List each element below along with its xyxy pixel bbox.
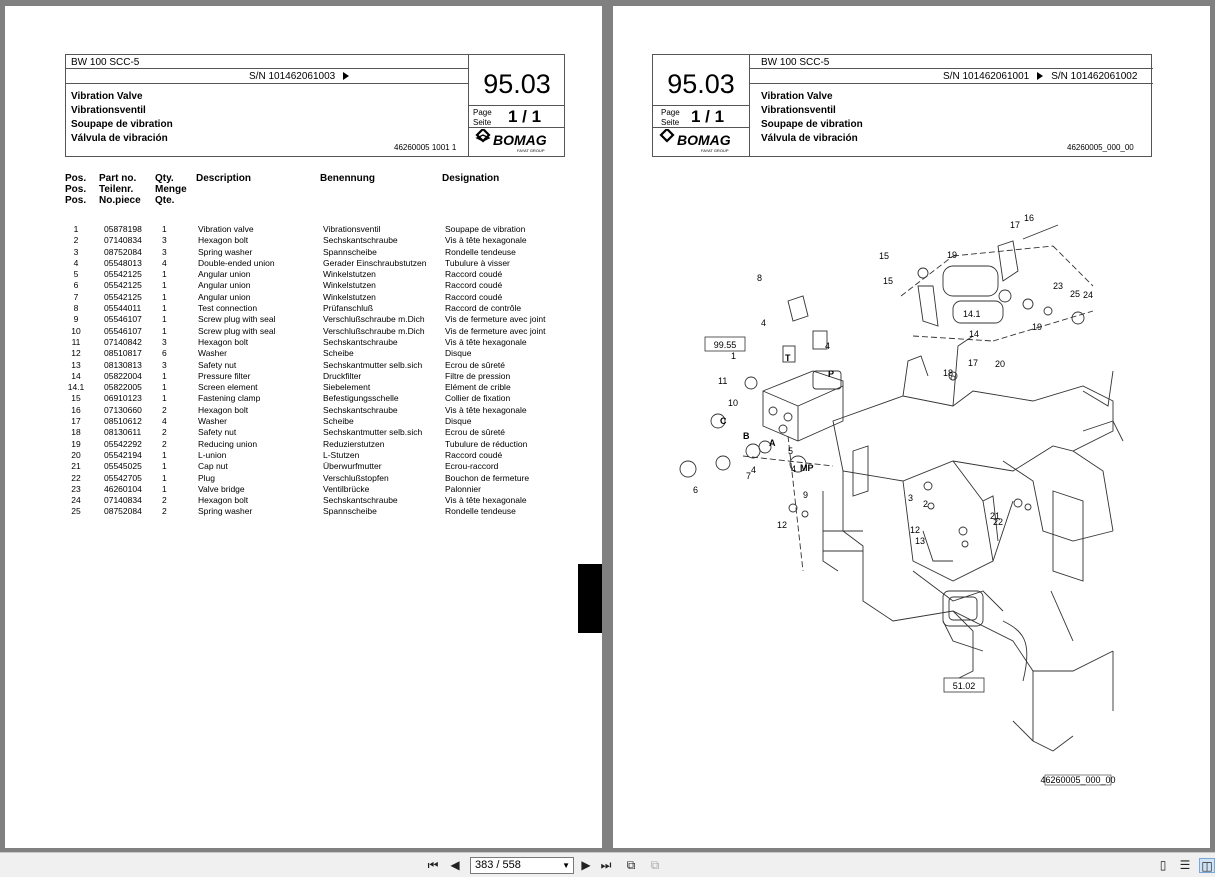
- description-cell: Safety nut: [198, 359, 237, 370]
- benennung-cell: Sechskantschraube: [323, 336, 398, 347]
- description-cell: Cap nut: [198, 461, 228, 472]
- page-label: Page Seite: [473, 108, 492, 127]
- partno-cell: 05545025: [104, 461, 142, 472]
- doc-number: 46260005 1001 1: [394, 143, 457, 152]
- table-row: [65, 326, 565, 337]
- table-row: [65, 235, 565, 246]
- table-row: [65, 484, 565, 495]
- next-page-icon[interactable]: ▶: [581, 858, 591, 872]
- partno-cell: 05822004: [104, 370, 142, 381]
- pos-cell: 22: [71, 472, 81, 483]
- callout-label: 18: [943, 368, 954, 378]
- pos-cell: 7: [73, 291, 79, 302]
- designation-cell: Ecrou-raccord: [445, 461, 499, 472]
- pos-cell: 4: [73, 257, 79, 268]
- qty-cell: 1: [162, 461, 167, 472]
- callout-labels: [693, 213, 1093, 546]
- benennung-cell: Sechskantschraube: [323, 235, 398, 246]
- pos-cell: 2: [73, 235, 79, 246]
- partno-cell: 05548013: [104, 257, 142, 268]
- callout-label: 22: [993, 517, 1004, 527]
- qty-cell: 3: [162, 246, 167, 257]
- callout-label: 19: [947, 250, 958, 260]
- page-value: 1 / 1: [508, 107, 542, 126]
- table-row: [65, 337, 565, 348]
- side-tab-marker: [578, 564, 602, 633]
- description-cell: Safety nut: [198, 427, 237, 438]
- description-cell: Hexagon bolt: [198, 404, 249, 415]
- description-cell: Reducing union: [198, 438, 258, 449]
- left-title-block: [65, 54, 565, 157]
- partno-cell: 07140842: [104, 336, 142, 347]
- qty-cell: 3: [162, 336, 167, 347]
- description-cell: Pressure filter: [198, 370, 251, 381]
- callout-label: 7: [746, 471, 752, 481]
- callout-label: 11: [718, 376, 728, 386]
- doc-number: 46260005_000_00: [1067, 143, 1134, 152]
- ref-box-1: 99.55: [713, 340, 737, 350]
- pos-cell: 8: [73, 303, 79, 314]
- designation-cell: Rondelle tendeuse: [445, 246, 516, 257]
- callout-label: 10: [728, 398, 739, 408]
- callout-label: 17: [1010, 220, 1021, 230]
- benennung-cell: Verschlußschraube m.Dich: [323, 314, 425, 325]
- qty-cell: 1: [162, 280, 167, 291]
- table-row: [65, 382, 565, 393]
- benennung-cell: Winkelstutzen: [323, 291, 376, 302]
- pos-cell: 16: [71, 404, 81, 415]
- table-row: [65, 439, 565, 450]
- table-row: [65, 292, 565, 303]
- table-row: [65, 258, 565, 269]
- pos-cell: 17: [71, 416, 81, 427]
- qty-cell: 1: [162, 269, 167, 280]
- description-cell: Washer: [198, 348, 227, 359]
- callout-label: 24: [1083, 290, 1094, 300]
- designation-cell: Tubulure à visser: [445, 257, 510, 268]
- description-cell: Test connection: [198, 303, 258, 314]
- designation-cell: Disque: [445, 416, 472, 427]
- designation-cell: Vis à tête hexagonale: [445, 235, 527, 246]
- callout-label: 16: [1024, 213, 1035, 223]
- qty-cell: 2: [162, 506, 167, 517]
- benennung-cell: Verschlußschraube m.Dich: [323, 325, 425, 336]
- callout-label: 5: [788, 446, 794, 456]
- designation-cell: Vis de fermeture avec joint: [445, 325, 546, 336]
- partno-cell: 06910123: [104, 393, 142, 404]
- triangle-icon: [343, 72, 349, 80]
- prev-page-icon[interactable]: ◀: [450, 858, 460, 872]
- partno-cell: 05544011: [104, 303, 142, 314]
- section-number: 95.03: [667, 69, 735, 99]
- pos-cell: 9: [73, 314, 79, 325]
- callout-label: 23: [1053, 281, 1064, 291]
- description-cell: Valve bridge: [198, 483, 245, 494]
- page-value: 1 / 1: [691, 107, 725, 126]
- pdf-viewer-toolbar: [0, 852, 1215, 877]
- qty-cell: 3: [162, 359, 167, 370]
- designation-cell: Soupape de vibration: [445, 224, 526, 234]
- partno-cell: 05546107: [104, 314, 142, 325]
- benennung-cell: Sechskantschraube: [323, 495, 398, 506]
- table-row: [65, 348, 565, 359]
- designation-cell: Rondelle tendeuse: [445, 506, 516, 517]
- port-label: A: [769, 438, 776, 448]
- callout-label: 9: [803, 490, 809, 500]
- partno-cell: 08752084: [104, 506, 142, 517]
- designation-cell: Bouchon de fermeture: [445, 472, 530, 483]
- left-page: [5, 6, 602, 848]
- col-qty: Qty. Menge Qte.: [155, 173, 187, 206]
- designation-cell: Vis à tête hexagonale: [445, 404, 527, 415]
- designation-cell: Raccord de contrôle: [445, 303, 522, 314]
- pos-cell: 3: [73, 246, 79, 257]
- table-row: [65, 393, 565, 404]
- designation-cell: Palonnier: [445, 483, 481, 494]
- qty-cell: 1: [162, 483, 167, 494]
- pos-cell: 14: [71, 370, 81, 381]
- description-cell: Hexagon bolt: [198, 495, 249, 506]
- model-name: BW 100 SCC-5: [761, 57, 830, 68]
- designation-cell: Raccord coudé: [445, 291, 503, 302]
- pos-cell: 13: [71, 359, 81, 370]
- designation-cell: Ecrou de sûreté: [445, 427, 506, 438]
- callout-label: 25: [1070, 289, 1081, 299]
- pos-cell: 20: [71, 449, 81, 460]
- pos-cell: 1: [73, 224, 79, 234]
- qty-cell: 2: [162, 438, 167, 449]
- table-row: [65, 371, 565, 382]
- table-row: [65, 280, 565, 291]
- designation-cell: Disque: [445, 348, 472, 359]
- table-row: [65, 303, 565, 314]
- callout-label: 14.1: [963, 309, 981, 319]
- description-cell: Spring washer: [198, 506, 253, 517]
- page-label: Page Seite: [661, 108, 680, 127]
- qty-cell: 1: [162, 370, 167, 381]
- partno-cell: 05878198: [104, 224, 142, 234]
- benennung-cell: Winkelstutzen: [323, 269, 376, 280]
- benennung-cell: Spannscheibe: [323, 506, 377, 517]
- right-title-block: [652, 54, 1152, 157]
- designation-cell: Collier de fixation: [445, 393, 511, 404]
- qty-cell: 1: [162, 472, 167, 483]
- benennung-cell: Sechskantschraube: [323, 404, 398, 415]
- table-row: [65, 224, 565, 235]
- qty-cell: 2: [162, 427, 167, 438]
- table-row: [65, 450, 565, 461]
- benennung-cell: Scheibe: [323, 348, 354, 359]
- table-row: [65, 461, 565, 472]
- benennung-cell: Befestigungsschelle: [323, 393, 399, 404]
- port-label: C: [720, 416, 727, 426]
- svg-text:FAYAT GROUP: FAYAT GROUP: [517, 148, 545, 153]
- right-page: [613, 6, 1210, 848]
- partno-cell: 08130813: [104, 359, 142, 370]
- callout-label: 4: [825, 341, 831, 351]
- partno-cell: 05542125: [104, 291, 142, 302]
- port-label: T: [785, 353, 791, 363]
- rotate-icon[interactable]: ⧉: [626, 858, 636, 872]
- table-row: [65, 427, 565, 438]
- triangle-icon: [1037, 72, 1043, 80]
- benennung-cell: Vibrationsventil: [323, 224, 381, 234]
- partno-cell: 05542125: [104, 269, 142, 280]
- drawing-id: 46260005_000_00: [1040, 775, 1116, 785]
- benennung-cell: Prüfanschluß: [323, 303, 374, 314]
- description-cell: Hexagon bolt: [198, 336, 249, 347]
- partno-cell: 05542705: [104, 472, 142, 483]
- designation-cell: Tubulure de réduction: [445, 438, 528, 449]
- partno-cell: 05542125: [104, 280, 142, 291]
- callout-label: 6: [693, 485, 699, 495]
- qty-cell: 1: [162, 303, 167, 314]
- callout-label: 3: [908, 493, 914, 503]
- single-page-icon[interactable]: ▯: [1159, 858, 1167, 872]
- pos-cell: 12: [71, 348, 81, 359]
- callout-label: 15: [883, 276, 894, 286]
- designation-cell: Vis de fermeture avec joint: [445, 314, 546, 325]
- callout-label: 17: [968, 358, 979, 368]
- benennung-cell: L-Stutzen: [323, 449, 360, 460]
- col-partno: Part no. Teilenr. No.piece: [99, 173, 141, 206]
- qty-cell: 3: [162, 235, 167, 246]
- partno-cell: 05542292: [104, 438, 142, 449]
- designation-cell: Elément de crible: [445, 382, 511, 393]
- callout-label: 4: [761, 318, 767, 328]
- rotate-copy-icon[interactable]: ⧉: [650, 858, 660, 872]
- pos-cell: 23: [71, 483, 81, 494]
- qty-cell: 2: [162, 404, 167, 415]
- callout-label: 4: [791, 464, 797, 474]
- description-cell: Spring washer: [198, 246, 253, 257]
- benennung-cell: Reduzierstutzen: [323, 438, 385, 449]
- description-cell: Angular union: [198, 291, 251, 302]
- page-number-input[interactable]: 383 / 558 ▼: [470, 857, 574, 874]
- benennung-cell: Gerader Einschraubstutzen: [323, 257, 427, 268]
- description-cell: Screw plug with seal: [198, 314, 276, 325]
- pos-cell: 6: [73, 280, 79, 291]
- description-cell: Fastening clamp: [198, 393, 261, 404]
- callout-label: 12: [910, 525, 921, 535]
- designation-cell: Raccord coudé: [445, 449, 503, 460]
- pos-cell: 14.1: [67, 382, 85, 393]
- description-cell: Screw plug with seal: [198, 325, 276, 336]
- callout-label: 12: [777, 520, 788, 530]
- pos-cell: 18: [71, 427, 81, 438]
- description-cell: Screen element: [198, 382, 258, 393]
- callout-label: 4: [751, 465, 757, 475]
- callout-label: 21: [990, 511, 1001, 521]
- first-page-icon[interactable]: ⏮: [427, 858, 439, 872]
- title-list: Vibration Valve Vibrationsventil Soupape de vibration Válvula de vibración: [71, 91, 173, 144]
- designation-cell: Vis à tête hexagonale: [445, 336, 527, 347]
- last-page-icon[interactable]: ⏭: [600, 858, 612, 872]
- model-name: BW 100 SCC-5: [71, 57, 140, 68]
- benennung-cell: Verschlußstopfen: [323, 472, 389, 483]
- benennung-cell: Winkelstutzen: [323, 280, 376, 291]
- qty-cell: 1: [162, 314, 167, 325]
- serial-number: S/N 101462061003: [249, 71, 357, 82]
- exploded-parts-diagram: [653, 201, 1173, 801]
- pos-cell: 24: [71, 495, 81, 506]
- svg-text:BOMAG: BOMAG: [493, 132, 547, 148]
- partno-cell: 08752084: [104, 246, 142, 257]
- pos-cell: 11: [71, 336, 81, 347]
- table-row: [65, 247, 565, 258]
- description-cell: Washer: [198, 416, 227, 427]
- pos-cell: 19: [71, 438, 81, 449]
- svg-text:FAYAT GROUP: FAYAT GROUP: [701, 148, 729, 153]
- benennung-cell: Sechskantmutter selb.sich: [323, 427, 423, 438]
- callout-label: 2: [923, 499, 929, 509]
- benennung-cell: Sechskantmutter selb.sich: [323, 359, 423, 370]
- description-cell: Plug: [198, 472, 216, 483]
- description-cell: Hexagon bolt: [198, 235, 249, 246]
- partno-cell: 07140834: [104, 495, 142, 506]
- callout-label: 19: [1032, 322, 1043, 332]
- partno-cell: 08130611: [104, 427, 142, 438]
- designation-cell: Ecrou de sûreté: [445, 359, 506, 370]
- benennung-cell: Spannscheibe: [323, 246, 377, 257]
- callout-label: 20: [995, 359, 1006, 369]
- continuous-page-icon[interactable]: ☰: [1179, 858, 1191, 872]
- pos-cell: 21: [71, 461, 81, 472]
- designation-cell: Filtre de pression: [445, 370, 511, 381]
- qty-cell: 6: [162, 348, 167, 359]
- description-cell: Angular union: [198, 269, 251, 280]
- col-benennung: Benennung: [320, 173, 375, 184]
- section-number: 95.03: [483, 69, 551, 99]
- table-row: [65, 269, 565, 280]
- partno-cell: 07140834: [104, 235, 142, 246]
- partno-cell: 07130660: [104, 404, 142, 415]
- table-row: [65, 314, 565, 325]
- chevron-down-icon[interactable]: ▼: [562, 861, 570, 870]
- qty-cell: 1: [162, 224, 167, 234]
- designation-cell: Raccord coudé: [445, 269, 503, 280]
- table-row: [65, 416, 565, 427]
- pos-cell: 15: [71, 393, 81, 404]
- table-row: [65, 506, 565, 517]
- callout-label: 13: [915, 536, 926, 546]
- table-row: [65, 405, 565, 416]
- description-cell: L-union: [198, 449, 227, 460]
- port-label: MP: [800, 463, 814, 473]
- title-list: Vibration Valve Vibrationsventil Soupape de vibration Válvula de vibración: [761, 91, 863, 144]
- bomag-logo: [653, 129, 749, 155]
- qty-cell: 1: [162, 393, 167, 404]
- qty-cell: 4: [162, 257, 167, 268]
- benennung-cell: Ventilbrücke: [323, 483, 370, 494]
- pos-cell: 10: [71, 325, 81, 336]
- bomag-logo: [469, 129, 565, 155]
- callout-label: 1: [731, 351, 737, 361]
- designation-cell: Raccord coudé: [445, 280, 503, 291]
- col-description: Description: [196, 173, 252, 184]
- partno-cell: 08510612: [104, 416, 142, 427]
- designation-cell: Vis à tête hexagonale: [445, 495, 527, 506]
- col-pos: Pos. Pos. Pos.: [65, 173, 87, 206]
- description-cell: Double-ended union: [198, 257, 275, 268]
- partno-cell: 46260104: [104, 483, 142, 494]
- benennung-cell: Druckfilter: [323, 370, 362, 381]
- description-cell: Vibration valve: [198, 224, 254, 234]
- partno-cell: 08510817: [104, 348, 142, 359]
- table-row: [65, 473, 565, 484]
- partno-cell: 05546107: [104, 325, 142, 336]
- pos-cell: 25: [71, 506, 81, 517]
- callout-label: 8: [757, 273, 763, 283]
- table-row: [65, 360, 565, 371]
- parts-list: [65, 224, 565, 518]
- port-label: B: [743, 431, 750, 441]
- benennung-cell: Siebelement: [323, 382, 371, 393]
- table-row: [65, 495, 565, 506]
- callout-label: 14: [969, 329, 980, 339]
- qty-cell: 2: [162, 495, 167, 506]
- partno-cell: 05542194: [104, 449, 142, 460]
- qty-cell: 4: [162, 416, 167, 427]
- pos-cell: 5: [73, 269, 79, 280]
- qty-cell: 1: [162, 382, 167, 393]
- benennung-cell: Überwurfmutter: [323, 461, 382, 472]
- svg-text:BOMAG: BOMAG: [677, 132, 731, 148]
- port-label: P: [828, 369, 835, 379]
- qty-cell: 1: [162, 325, 167, 336]
- ref-box-2: 51.02: [952, 681, 976, 691]
- two-page-icon[interactable]: ◫: [1199, 858, 1215, 873]
- partno-cell: 05822005: [104, 382, 142, 393]
- qty-cell: 1: [162, 291, 167, 302]
- serial-numbers: S/N 101462061001 S/N 101462061002: [943, 71, 1138, 82]
- description-cell: Angular union: [198, 280, 251, 291]
- qty-cell: 1: [162, 449, 167, 460]
- callout-label: 15: [879, 251, 890, 261]
- col-designation: Designation: [442, 173, 500, 184]
- benennung-cell: Scheibe: [323, 416, 354, 427]
